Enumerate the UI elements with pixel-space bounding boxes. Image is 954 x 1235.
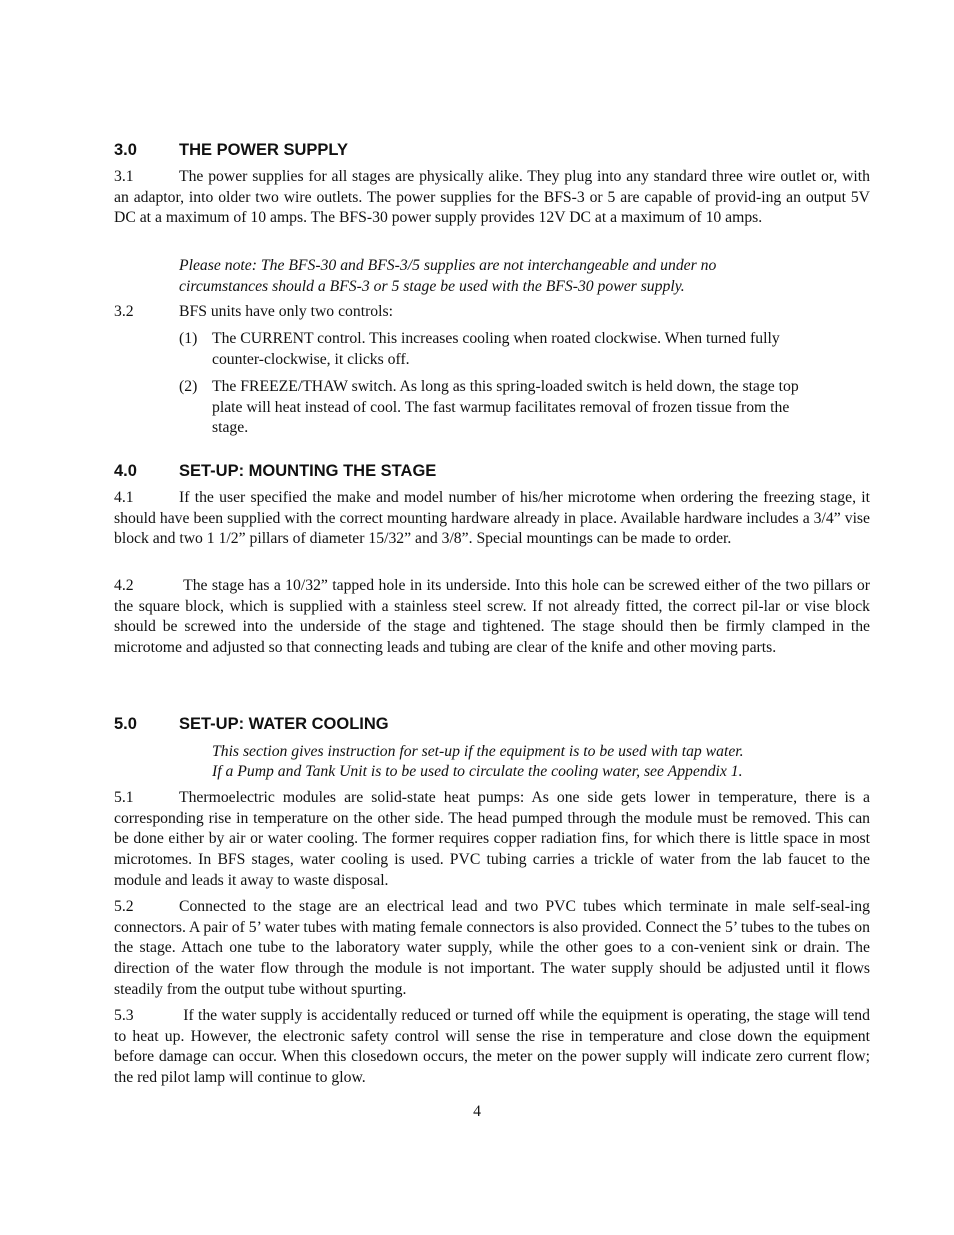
paragraph-text: BFS units have only two controls: [179,303,393,320]
paragraph-4-1 [114,488,870,550]
paragraph-text: If the water supply is accidentally reduced or turned off while the equipment is operating, the stage will tend to heat up. However, the electronic safety control will sense the rise in temperature and close down the equipment before damage can occur. When this closedown occurs, the meter on the power supply will indicate zero current flow; the red pilot lamp will continue to glow. [114,1007,870,1087]
list-item-text: The FREEZE/THAW switch. As long as this spring-loaded switch is held down, the stage top plate will heat instead of cool. The fast warmup facilitates removal of frozen tissue from the stage. [212,378,799,437]
paragraph-number: 3.2 [114,303,134,320]
section-number: 5.0 [114,715,137,733]
paragraph-number: 5.2 [114,898,134,915]
section-number: 4.0 [114,462,137,480]
paragraph-4-2 [114,576,870,659]
paragraph-5-1 [114,788,870,892]
list-item-number: (2) [179,378,198,395]
note-line-1: This section gives instruction for set-up if the equipment is to be used with tap water. [212,743,744,760]
paragraph-number: 4.1 [114,489,134,506]
paragraph-text: If the user specified the make and model number of his/her microtome when ordering the freezing stage, it should have been supplied with the correct mounting hardware already in place. Available hardware includes a 3/4” vise block and two 1 1/2” pillars of diameter 15/32” and 3/8”. Special mountings can be made to order. [114,489,870,548]
paragraph-number: 4.2 [114,577,134,594]
paragraph-text: Thermoelectric modules are solid-state heat pumps: As one side gets lower in temperature, there is a corresponding rise in temperature on the other side. The head pumped through the module must be removed. This can be done either by air or water cooling. The former requires copper radiation fins, for which there is little space in most microtomes. In BFS stages, water cooling is used. PVC tubing carries a trickle of water from the lab faucet to the module and leads it away to waste disposal. [114,789,870,889]
list-item-text: The CURRENT control. This increases cooling when roated clockwise. When turned fully counter-clockwise, it clicks off. [212,330,780,368]
list-item [179,377,839,440]
section-number: 3.0 [114,141,137,159]
list-item-number: (1) [179,330,198,347]
section-title: THE POWER SUPPLY [179,141,349,159]
note-line-2: circumstances should a BFS-3 or 5 stage be used with the BFS-30 power supply. [179,278,685,295]
section-heading-3 [114,139,870,161]
paragraph-number: 5.1 [114,789,134,806]
paragraph-number: 5.3 [114,1007,134,1024]
section-title: SET-UP: WATER COOLING [179,715,389,733]
paragraph-3-1 [114,167,870,229]
note-line-2: If a Pump and Tank Unit is to be used to circulate the cooling water, see Appendix 1. [212,763,743,780]
list-item [179,329,839,371]
paragraph-text: Connected to the stage are an electrical lead and two PVC tubes which terminate in male self-seal-ing connectors. A pair of 5’ water tubes with mating female connectors is also provided. Connect the 5’ tubes to the tubes on the stage. Attach one tube to the laboratory water supply, while the other goes to a con-venient sink or drain. The direction of the water flow through the module is not important. The water supply should be adjusted until it flows steadily from the output tube without spurting. [114,898,870,998]
paragraph-5-3 [114,1006,870,1089]
paragraph-5-2 [114,897,870,1001]
section-title: SET-UP: MOUNTING THE STAGE [179,462,437,480]
section-heading-4 [114,460,870,482]
page-number: 4 [473,1103,481,1120]
paragraph-number: 3.1 [114,168,134,185]
paragraph-text: The power supplies for all stages are physically alike. They plug into any standard three wire outlet or, with an adaptor, into older two wire outlets. The power supplies for the BFS-3 or 5 are capable of provid-ing an output 5V DC at a maximum of 10 amps. The BFS-30 power supply provides 12V DC at a maximum of 10 amps. [114,168,870,227]
note-line-1: Please note: The BFS-30 and BFS-3/5 supplies are not interchangeable and under no [179,257,717,274]
paragraph-3-2 [114,302,870,323]
section-heading-5 [114,713,870,735]
paragraph-text: The stage has a 10/32” tapped hole in its underside. Into this hole can be screwed either of the two pillars or the square block, which is supplied with a stainless steel screw. If not already fitted, the correct pil-lar or vise block should be screwed into the underside of the stage and tightened. The stage should then be firmly clamped in the microtome and adjusted so that connecting leads and tubing are clear of the knife and other moving parts. [114,577,870,657]
